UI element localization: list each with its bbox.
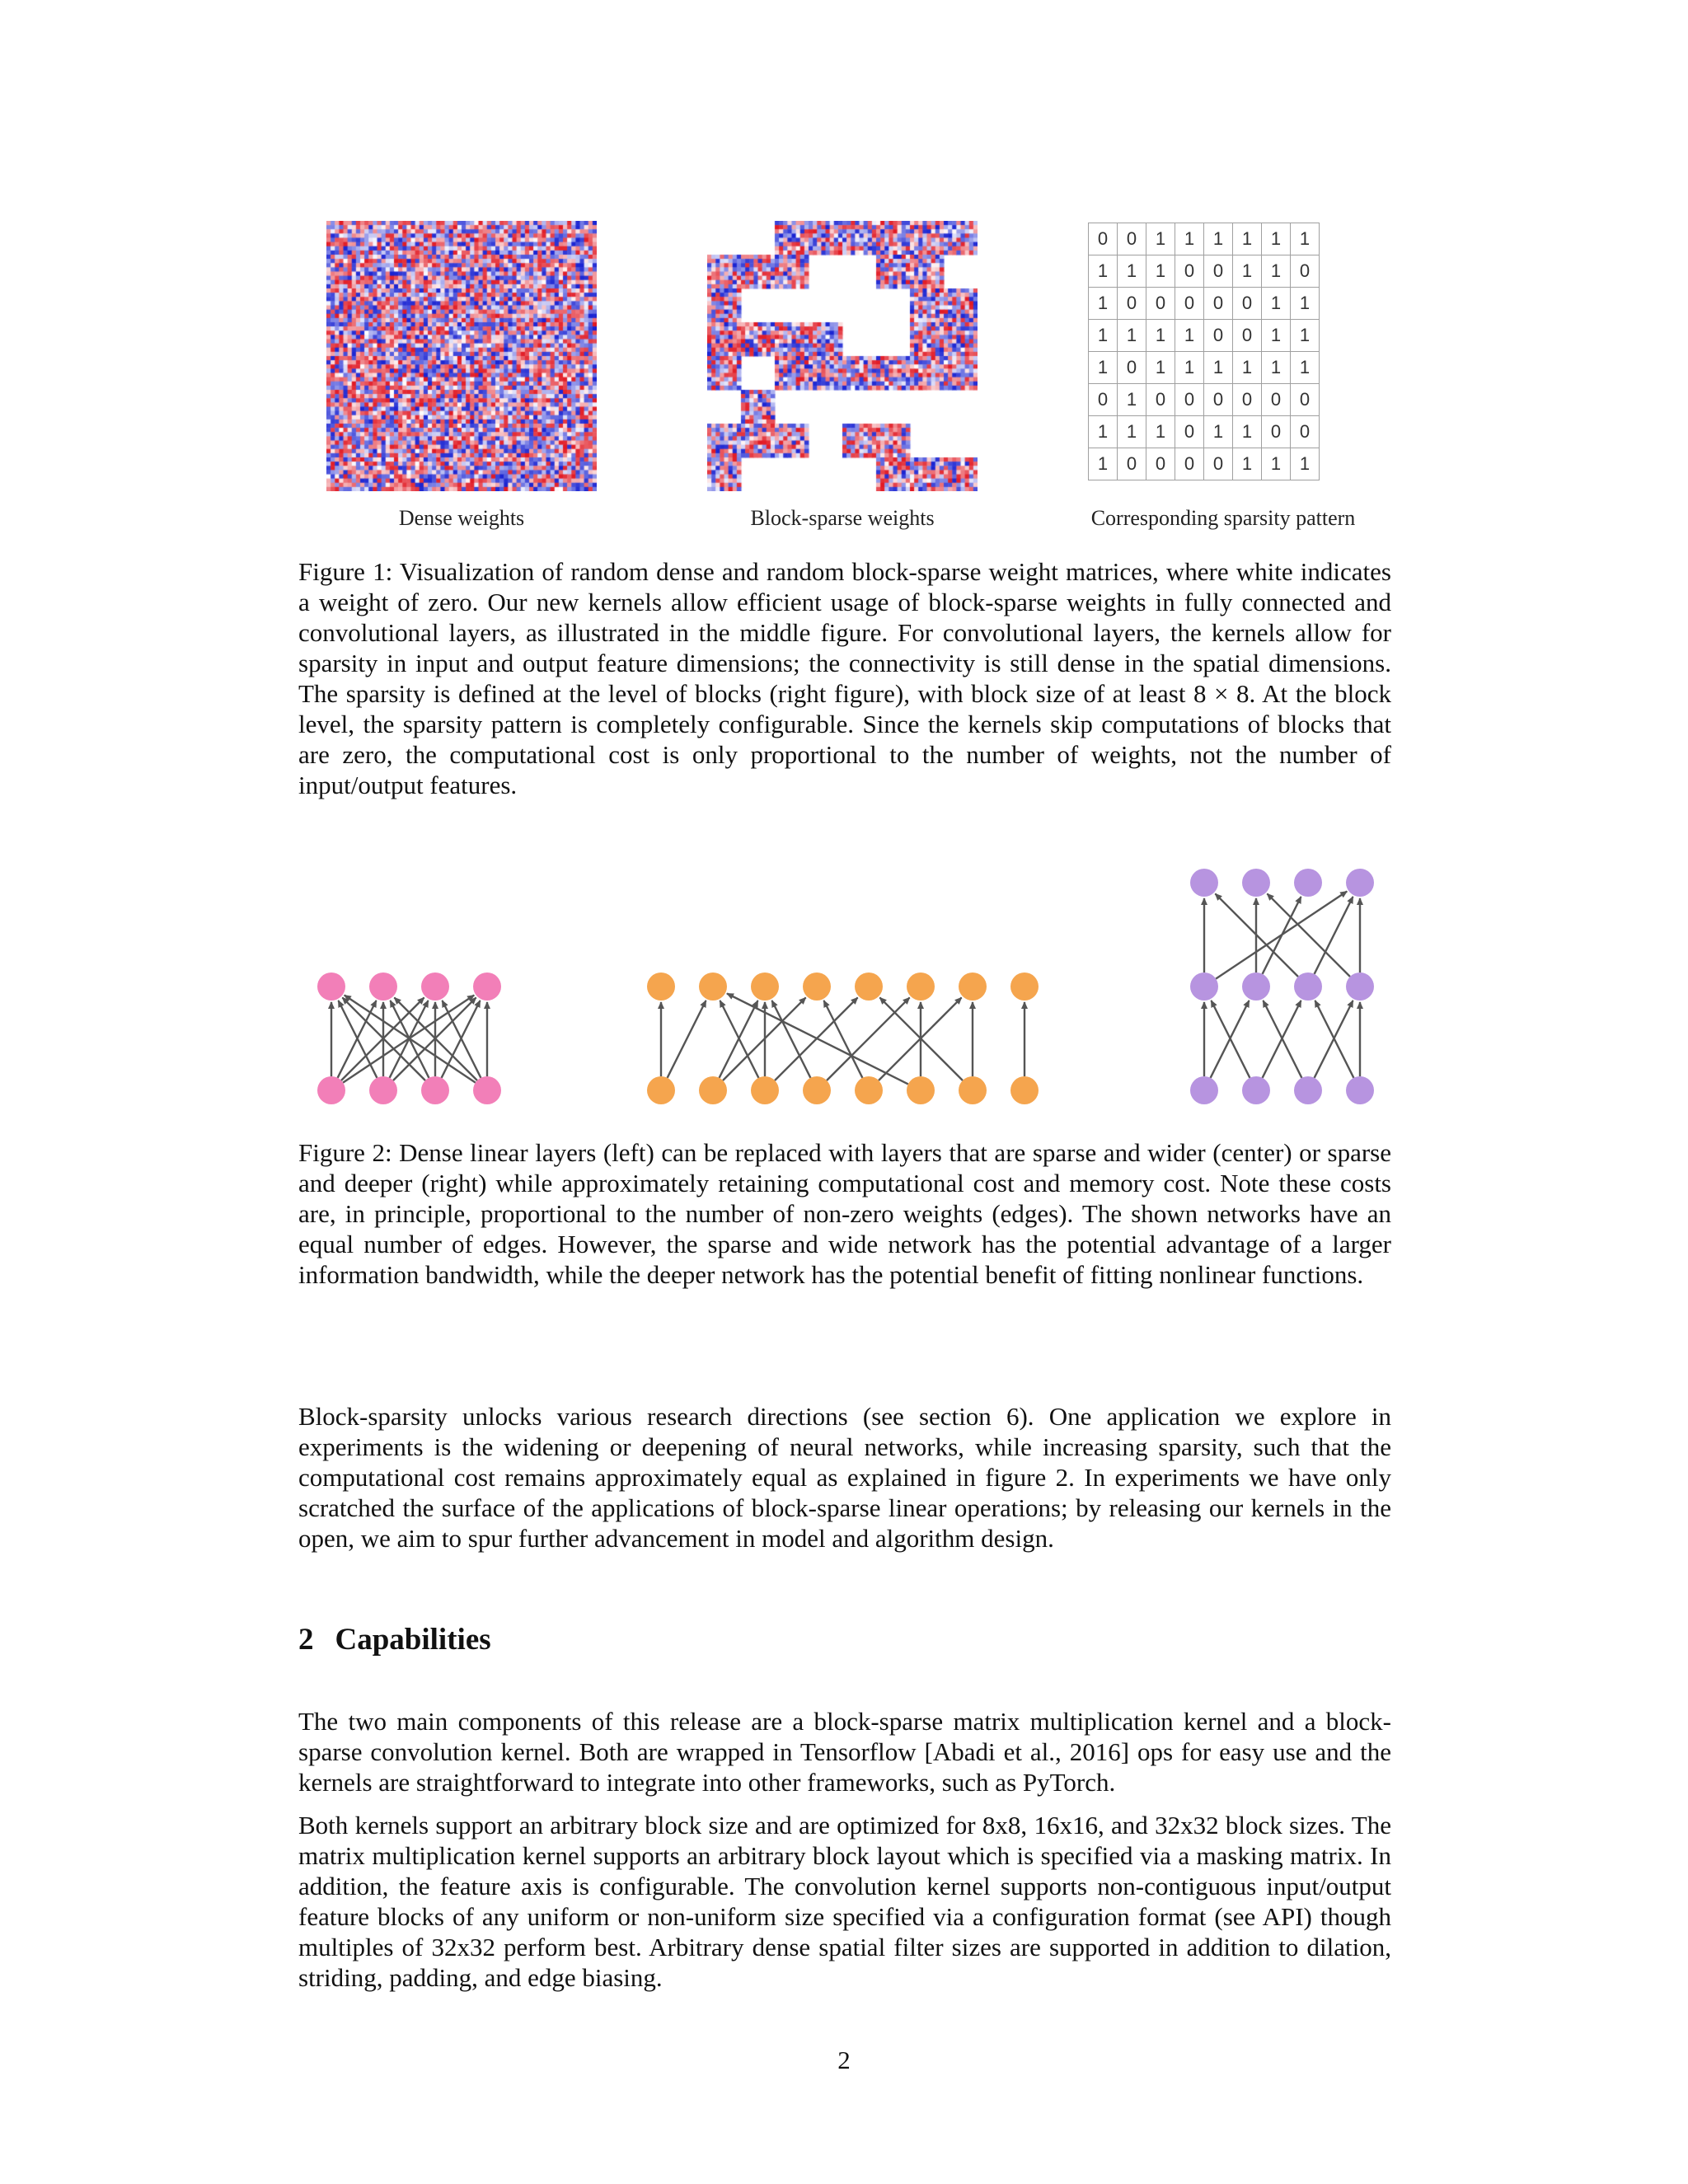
sparsity-cell: 1	[1146, 416, 1175, 448]
sparsity-cell: 1	[1262, 223, 1291, 255]
wide-output-node	[855, 972, 883, 1001]
sparsity-cell: 0	[1175, 288, 1204, 320]
sparsity-cell: 0	[1233, 288, 1262, 320]
section-number: 2	[298, 1623, 314, 1657]
sparsity-cell: 1	[1089, 288, 1118, 320]
sparsity-cell: 1	[1233, 255, 1262, 288]
sparsity-cell: 0	[1204, 320, 1233, 352]
section2-paragraph-1: The two main components of this release are a block-sparse matrix multiplication kernel and a block-sparse convolution kernel. Both are wrapped in Tensorflow [Abadi et al., 2016] ops for easy use and the kernels are straightforward to integrate into other frameworks, such as PyTorch.	[298, 1707, 1391, 1797]
dense-weights-label: Dense weights	[398, 506, 525, 530]
sparsity-cell: 0	[1146, 384, 1175, 416]
sparsity-cell: 0	[1204, 288, 1233, 320]
deep-input-node	[1242, 1076, 1270, 1104]
section2-paragraph-2: Both kernels support an arbitrary block size and are optimized for 8x8, 16x16, and 32x32 block sizes. The matrix multiplication kernel supports an arbitrary block layout which is specified via a masking matrix. In addition, the feature axis is configurable. The convolution kernel supports non-contiguous input/output feature blocks of any uniform or non-uniform size specified via a configuration format (see API) though multiples of 32x32 perform best. Arbitrary dense spatial filter sizes are supported in addition to dilation, striding, padding, and edge biasing.	[298, 1811, 1391, 1992]
sparsity-cell: 1	[1146, 352, 1175, 384]
sparsity-cell: 1	[1291, 288, 1320, 320]
sparsity-cell: 0	[1175, 255, 1204, 288]
sparsity-cell: 1	[1262, 352, 1291, 384]
figure2-caption: Figure 2: Dense linear layers (left) can be replaced with layers that are sparse and wider (center) or sparse and deeper (right) while approximately retaining computational cost and memory cost. Note these costs are, in principle, proportional to the number of non-zero weights (edges). The shown networks have an equal number of edges. However, the sparse and wide network has the potential advantage of a larger information bandwidth, while the deeper network has the potential benefit of fitting nonlinear functions.	[298, 1138, 1391, 1289]
wide-input-node	[751, 1076, 779, 1104]
sparsity-cell: 0	[1291, 384, 1320, 416]
sparsity-cell: 1	[1146, 223, 1175, 255]
sparsity-cell: 1	[1291, 352, 1320, 384]
sparsity-row	[1089, 416, 1320, 448]
intro-paragraph: Block-sparsity unlocks various research directions (see section 6). One application we explore in experiments is the widening or deepening of neural networks, while increasing sparsity, such that the computational cost remains approximately equal as explained in figure 2. In experiments we have only scratched the surface of the applications of block-sparse linear operations; by releasing our kernels in the open, we aim to spur further advancement in model and algorithm design.	[298, 1402, 1391, 1553]
deep-hidden-node	[1294, 972, 1322, 1001]
wide-output-node	[699, 972, 727, 1001]
wide-output-node	[959, 972, 987, 1001]
deep-output-node	[1294, 869, 1322, 897]
sparsity-cell: 0	[1118, 223, 1146, 255]
dense-weights-image	[326, 221, 597, 491]
sparsity-cell: 0	[1089, 384, 1118, 416]
sparsity-cell: 0	[1233, 384, 1262, 416]
sparsity-cell: 1	[1118, 416, 1146, 448]
deep-hidden-node	[1242, 972, 1270, 1001]
sparsity-cell: 1	[1118, 255, 1146, 288]
sparsity-cell: 0	[1146, 288, 1175, 320]
dense-input-node	[473, 1076, 501, 1104]
sparsity-cell: 1	[1262, 320, 1291, 352]
sparsity-cell: 1	[1291, 448, 1320, 480]
network-edge	[827, 997, 910, 1080]
sparsity-cell: 0	[1204, 448, 1233, 480]
wide-input-node	[1010, 1076, 1039, 1104]
sparsity-row	[1089, 448, 1320, 480]
sparsity-row	[1089, 288, 1320, 320]
sparsity-row	[1089, 384, 1320, 416]
sparsity-cell: 1	[1146, 320, 1175, 352]
sparsity-cell: 1	[1146, 255, 1175, 288]
sparsity-cell: 0	[1118, 448, 1146, 480]
dense-input-node	[317, 1076, 345, 1104]
sparsity-cell: 0	[1262, 416, 1291, 448]
sparsity-pattern-label: Corresponding sparsity pattern	[1090, 506, 1356, 530]
sparsity-cell: 1	[1089, 352, 1118, 384]
sparsity-cell: 1	[1233, 416, 1262, 448]
sparsity-cell: 0	[1262, 384, 1291, 416]
network-diagrams	[297, 853, 1393, 1121]
wide-output-node	[647, 972, 675, 1001]
dense-output-node	[317, 972, 345, 1001]
sparsity-cell: 1	[1204, 416, 1233, 448]
wide-output-node	[907, 972, 935, 1001]
deep-output-node	[1190, 869, 1218, 897]
deep-output-node	[1242, 869, 1270, 897]
sparsity-cell: 1	[1233, 352, 1262, 384]
sparsity-cell: 1	[1204, 223, 1233, 255]
wide-input-node	[699, 1076, 727, 1104]
block-sparse-weights-label: Block-sparse weights	[750, 506, 935, 530]
deep-input-node	[1190, 1076, 1218, 1104]
sparsity-cell: 0	[1291, 416, 1320, 448]
sparsity-row	[1089, 255, 1320, 288]
sparsity-cell: 0	[1118, 352, 1146, 384]
wide-input-node	[907, 1076, 935, 1104]
deep-output-node	[1346, 869, 1374, 897]
sparsity-cell: 0	[1118, 288, 1146, 320]
sparsity-cell: 1	[1291, 320, 1320, 352]
sparsity-cell: 1	[1175, 320, 1204, 352]
block-sparse-weights-image	[707, 221, 978, 491]
deep-input-node	[1346, 1076, 1374, 1104]
deep-input-node	[1294, 1076, 1322, 1104]
wide-output-node	[1010, 972, 1039, 1001]
sparsity-row	[1089, 223, 1320, 255]
deep-hidden-node	[1190, 972, 1218, 1001]
sparsity-pattern-table	[1088, 223, 1320, 480]
wide-input-node	[803, 1076, 831, 1104]
sparsity-cell: 0	[1089, 223, 1118, 255]
wide-output-node	[803, 972, 831, 1001]
sparsity-cell: 1	[1204, 352, 1233, 384]
sparsity-cell: 1	[1233, 223, 1262, 255]
sparsity-cell: 1	[1175, 352, 1204, 384]
sparsity-cell: 0	[1204, 384, 1233, 416]
sparsity-cell: 1	[1089, 448, 1118, 480]
sparsity-cell: 1	[1262, 448, 1291, 480]
sparsity-cell: 1	[1089, 320, 1118, 352]
wide-input-node	[855, 1076, 883, 1104]
sparsity-cell: 0	[1146, 448, 1175, 480]
deep-hidden-node	[1346, 972, 1374, 1001]
sparsity-cell: 1	[1262, 288, 1291, 320]
dense-output-node	[421, 972, 449, 1001]
sparsity-cell: 1	[1089, 255, 1118, 288]
sparsity-cell: 0	[1175, 448, 1204, 480]
wide-input-node	[647, 1076, 675, 1104]
sparsity-row	[1089, 320, 1320, 352]
wide-output-node	[751, 972, 779, 1001]
sparsity-cell: 1	[1118, 384, 1146, 416]
sparsity-cell: 0	[1175, 384, 1204, 416]
figure1-caption: Figure 1: Visualization of random dense and random block-sparse weight matrices, where white indicates a weight of zero. Our new kernels allow efficient usage of block-sparse weights in fully connected and convolutional layers, as illustrated in the middle figure. For convolutional layers, the kernels allow for sparsity in input and output feature dimensions; the connectivity is still dense in the spatial dimensions. The sparsity is defined at the level of blocks (right figure), with block size of at least 8 × 8. At the block level, the sparsity pattern is completely configurable. Since the kernels skip computations of blocks that are zero, the computational cost is only proportional to the number of weights, not the number of input/output features.	[298, 557, 1391, 799]
dense-output-node	[473, 972, 501, 1001]
sparsity-row	[1089, 352, 1320, 384]
sparsity-cell: 1	[1175, 223, 1204, 255]
dense-output-node	[369, 972, 397, 1001]
sparsity-cell: 1	[1233, 448, 1262, 480]
sparsity-cell: 1	[1262, 255, 1291, 288]
sparsity-cell: 0	[1233, 320, 1262, 352]
dense-input-node	[369, 1076, 397, 1104]
section-title: Capabilities	[335, 1623, 491, 1657]
sparsity-cell: 0	[1204, 255, 1233, 288]
sparsity-cell: 0	[1291, 255, 1320, 288]
page-number: 2	[837, 2046, 851, 2074]
sparsity-cell: 1	[1291, 223, 1320, 255]
dense-input-node	[421, 1076, 449, 1104]
wide-input-node	[959, 1076, 987, 1104]
sparsity-cell: 1	[1089, 416, 1118, 448]
sparsity-cell: 0	[1175, 416, 1204, 448]
sparsity-cell: 1	[1118, 320, 1146, 352]
section-heading	[298, 1622, 491, 1657]
network-edge	[668, 1001, 706, 1078]
